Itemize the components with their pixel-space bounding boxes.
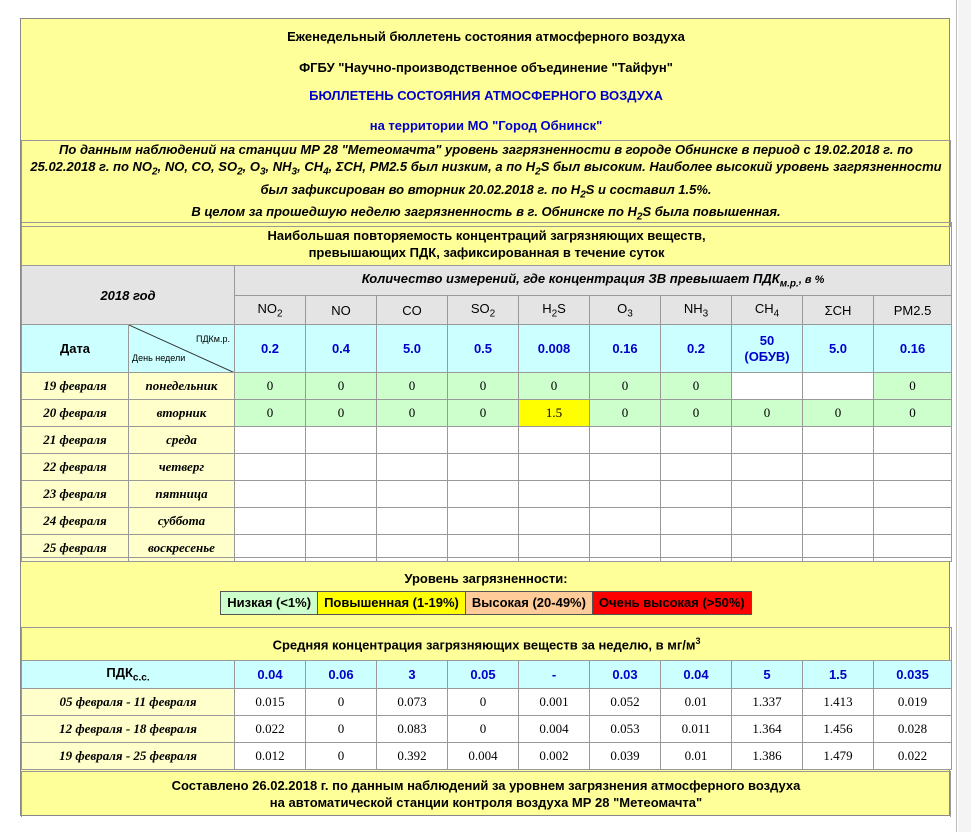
pollutant-sub: 2 <box>276 308 283 320</box>
pollutant-name: SO <box>470 300 490 316</box>
pollutant-name: O <box>617 300 628 316</box>
pdk-value: 0.008 <box>519 325 590 373</box>
row-date: 20 февраля <box>22 400 129 427</box>
count-sub: м.р. <box>779 278 799 290</box>
exceedance-cell: 0 <box>377 373 448 400</box>
vertical-scrollbar[interactable] <box>958 0 971 832</box>
exceedance-cell <box>590 454 661 481</box>
average-cell: 0.022 <box>874 743 952 770</box>
exceedance-cell: 0 <box>803 400 874 427</box>
exceedance-cell <box>448 454 519 481</box>
table-row <box>22 373 952 400</box>
diagonal-line <box>129 325 235 373</box>
summary-part: , NO, CO, SO <box>157 159 238 174</box>
average-cell: 0.039 <box>590 743 661 770</box>
exceedance-cell <box>306 454 377 481</box>
summary-part: По данным наблюдений на станции МР 28 "Метеомачта" уровень загрязненности в городе Обнинске в период с 19.02.2018 г. по 25.02.2018 г. по NO <box>30 142 913 174</box>
exceedance-cell <box>377 427 448 454</box>
legend-item: Повышенная (1-19%) <box>318 592 466 614</box>
exceedance-cell: 0 <box>874 400 952 427</box>
average-cell: 0 <box>306 716 377 743</box>
pdk-value: 0.2 <box>661 325 732 373</box>
average-cell: 0.053 <box>590 716 661 743</box>
exceedance-cell <box>590 481 661 508</box>
average-table <box>21 627 952 770</box>
sub: 2 <box>636 211 643 223</box>
table-row <box>22 743 952 770</box>
summary-part: S была повышенная. <box>642 204 781 220</box>
pdk-value: 0.2 <box>235 325 306 373</box>
dow-label: День недели <box>132 353 186 363</box>
pdk-value: 0.5 <box>448 325 519 373</box>
pdk-ss-value: 3 <box>377 661 448 689</box>
exceedance-cell: 0 <box>874 373 952 400</box>
pollutant-header <box>732 296 803 325</box>
table-row <box>22 400 952 427</box>
table2-title-text: Средняя концентрация загрязняющих веществ за неделю, в мг/м <box>272 637 696 653</box>
pollutant-name: CH <box>754 300 774 316</box>
footer-table <box>21 771 951 817</box>
exceedance-cell <box>874 454 952 481</box>
pollutant-tail: S <box>557 300 566 316</box>
row-period: 19 февраля - 25 февраля <box>22 743 235 770</box>
table-row <box>22 481 952 508</box>
sub: 3 <box>291 166 298 178</box>
exceedance-cell: 0 <box>661 400 732 427</box>
exceedance-cell <box>519 481 590 508</box>
pollutant-header <box>306 296 377 325</box>
summary-part: В целом за прошедшую неделю загрязненность в г. Обнинске по H <box>191 204 637 220</box>
exceedance-cell <box>235 454 306 481</box>
exceedance-cell: 0 <box>590 400 661 427</box>
average-cell: 0 <box>448 716 519 743</box>
exceedance-cell <box>235 427 306 454</box>
summary-part: S и составил 1.5%. <box>585 181 712 197</box>
row-period: 05 февраля - 11 февраля <box>22 689 235 716</box>
exceedance-cell <box>448 481 519 508</box>
exceedance-cell: 0 <box>590 373 661 400</box>
exceedance-cell <box>235 508 306 535</box>
sub: 2 <box>535 166 541 178</box>
pollutant-sub: 3 <box>702 308 709 320</box>
sub: 4 <box>323 166 329 178</box>
average-cell: 0.012 <box>235 743 306 770</box>
exceedance-cell <box>661 454 732 481</box>
exceedance-cell: 0 <box>448 373 519 400</box>
exceedance-cell: 0 <box>306 373 377 400</box>
table-row <box>22 689 952 716</box>
average-cell: 0.019 <box>874 689 952 716</box>
row-period: 12 февраля - 18 февраля <box>22 716 235 743</box>
pdk-value: 0.16 <box>874 325 952 373</box>
exceedance-cell <box>803 508 874 535</box>
exceedance-cell <box>732 508 803 535</box>
pdk-ss-value: 0.03 <box>590 661 661 689</box>
pdk-value: 0.4 <box>306 325 377 373</box>
exceedance-cell: 0 <box>235 373 306 400</box>
sub: 2 <box>152 166 158 178</box>
exceedance-cell <box>803 373 874 400</box>
summary-part: S был высоким. Наиболее высокий уровень загрязненности был зафиксирован во вторник 20.02.2018 г. по H <box>260 159 942 197</box>
exceedance-cell <box>519 454 590 481</box>
row-day-of-week: понедельник <box>129 373 235 400</box>
row-day-of-week: среда <box>129 427 235 454</box>
header-line3: БЮЛЛЕТЕНЬ СОСТОЯНИЯ АТМОСФЕРНОГО ВОЗДУХА <box>309 87 663 103</box>
pdk-value: 0.16 <box>590 325 661 373</box>
exceedance-cell <box>732 373 803 400</box>
pdk-ss-sub: с.с. <box>132 672 150 684</box>
sub: 2 <box>580 189 586 201</box>
pollutant-header <box>235 296 306 325</box>
average-cell: 0.001 <box>519 689 590 716</box>
exceedance-cell: 0 <box>377 400 448 427</box>
header-table <box>21 19 951 140</box>
pdk-mr-label: ПДКм.р. <box>195 334 230 344</box>
pdk-ss-value: 0.04 <box>661 661 732 689</box>
footer-cell <box>22 772 951 817</box>
exceedance-cell <box>661 481 732 508</box>
pollutant-name: H <box>542 300 552 316</box>
sub: 3 <box>259 166 266 178</box>
table2-title <box>22 628 952 661</box>
exceedance-cell: 0 <box>306 400 377 427</box>
row-date: 24 февраля <box>22 508 129 535</box>
pollutant-header <box>377 296 448 325</box>
pdk-row <box>22 325 952 373</box>
row-day-of-week: суббота <box>129 508 235 535</box>
footer-line1: Составлено 26.02.2018 г. по данным наблюдений за уровнем загрязнения атмосферного воздуха <box>171 778 801 794</box>
average-cell: 0.002 <box>519 743 590 770</box>
pollutant-name: PM2.5 <box>893 302 932 318</box>
exceedance-cell <box>803 481 874 508</box>
legend-item: Высокая (20-49%) <box>466 592 593 614</box>
pollutant-header <box>874 296 952 325</box>
average-cell: 1.456 <box>803 716 874 743</box>
average-cell: 0.004 <box>519 716 590 743</box>
summary-text <box>22 141 951 227</box>
pdk-ss-value: 0.035 <box>874 661 952 689</box>
pollutant-header <box>519 296 590 325</box>
average-cell: 0.015 <box>235 689 306 716</box>
exceedance-table <box>21 222 952 562</box>
sub: 2 <box>237 166 243 178</box>
legend-item: Очень высокая (>50%) <box>593 592 751 614</box>
pollutant-name: NH <box>683 300 703 316</box>
row-date: 23 февраля <box>22 481 129 508</box>
pollutant-name: NO <box>257 300 277 316</box>
header-line2: ФГБУ "Научно-производственное объединение "Тайфун" <box>299 59 673 75</box>
exceedance-cell <box>519 427 590 454</box>
average-cell: 0.073 <box>377 689 448 716</box>
average-cell: 0 <box>306 689 377 716</box>
exceedance-cell <box>377 454 448 481</box>
exceedance-cell <box>306 481 377 508</box>
row-date: 19 февраля <box>22 373 129 400</box>
row-day-of-week: воскресенье <box>129 535 235 562</box>
pollutant-header <box>590 296 661 325</box>
row-day-of-week: пятница <box>129 481 235 508</box>
exceedance-cell <box>661 508 732 535</box>
pdk-ss-text: ПДК <box>106 665 133 681</box>
exceedance-cell: 0 <box>448 400 519 427</box>
pollutant-header <box>661 296 732 325</box>
bulletin-container <box>20 18 950 816</box>
pdk-value: 5.0 <box>377 325 448 373</box>
header-line1: Еженедельный бюллетень состояния атмосферного воздуха <box>287 29 685 44</box>
pdk-value: 50 (ОБУВ) <box>732 325 803 373</box>
exceedance-cell <box>803 427 874 454</box>
page-edge <box>956 0 957 832</box>
pollutant-sub: 2 <box>551 308 558 320</box>
exceedance-cell <box>448 427 519 454</box>
summary-table <box>21 140 951 227</box>
exceedance-cell: 0 <box>235 400 306 427</box>
row-day-of-week: вторник <box>129 400 235 427</box>
row-date: 22 февраля <box>22 454 129 481</box>
exceedance-cell <box>732 481 803 508</box>
exceedance-cell: 1.5 <box>519 400 590 427</box>
table2-title-sup: 3 <box>695 635 701 646</box>
average-cell: 1.386 <box>732 743 803 770</box>
header-line4: на территории МО "Город Обнинск" <box>369 117 603 133</box>
exceedance-cell <box>377 508 448 535</box>
table-row <box>22 454 952 481</box>
table-row <box>22 508 952 535</box>
average-cell: 0 <box>448 689 519 716</box>
table1-title <box>22 223 952 266</box>
pollutant-sub: 2 <box>489 308 496 320</box>
exceedance-cell <box>590 427 661 454</box>
legend-cell <box>21 558 951 628</box>
exceedance-cell <box>448 508 519 535</box>
exceedance-cell <box>661 427 732 454</box>
average-cell: 0.01 <box>661 689 732 716</box>
average-cell: 0.083 <box>377 716 448 743</box>
row-date: 25 февраля <box>22 535 129 562</box>
count-header <box>235 266 952 296</box>
average-cell: 0.028 <box>874 716 952 743</box>
exceedance-cell <box>874 508 952 535</box>
summary-part: , CH <box>297 159 324 174</box>
average-cell: 0.052 <box>590 689 661 716</box>
exceedance-cell <box>874 427 952 454</box>
average-cell: 0.392 <box>377 743 448 770</box>
average-cell: 0 <box>306 743 377 770</box>
row-day-of-week: четверг <box>129 454 235 481</box>
table-row <box>22 427 952 454</box>
legend-table <box>21 557 951 628</box>
pdk-ss-value: 0.05 <box>448 661 519 689</box>
exceedance-cell <box>803 454 874 481</box>
average-cell: 0.022 <box>235 716 306 743</box>
average-cell: 1.364 <box>732 716 803 743</box>
exceedance-cell <box>732 427 803 454</box>
pollutant-name: CO <box>402 302 422 318</box>
exceedance-cell <box>377 481 448 508</box>
year-cell: 2018 год <box>22 266 235 325</box>
pollutant-name: NO <box>331 302 351 318</box>
count-label: Количество измерений, где концентрация ЗВ превышает ПДК <box>361 271 780 287</box>
pdk-ss-value: 1.5 <box>803 661 874 689</box>
legend-title: Уровень загрязненности: <box>404 570 568 586</box>
average-cell: 0.01 <box>661 743 732 770</box>
row-date: 21 февраля <box>22 427 129 454</box>
table1-title-line1: Наибольшая повторяемость концентраций загрязняющих веществ, <box>267 228 706 243</box>
date-label: Дата <box>22 325 129 373</box>
legend-item: Низкая (<1%) <box>221 592 318 614</box>
exceedance-cell <box>732 454 803 481</box>
average-cell: 1.413 <box>803 689 874 716</box>
pdk-ss-label <box>22 661 235 689</box>
pdk-ss-value: 5 <box>732 661 803 689</box>
pdk-ss-value: 0.06 <box>306 661 377 689</box>
legend-box <box>220 591 752 615</box>
pdk-dow-cell <box>129 325 235 373</box>
pollutant-header <box>803 296 874 325</box>
count-unit: , в % <box>798 274 825 287</box>
pollutant-sub: 3 <box>627 308 633 320</box>
summary-part: , O <box>242 159 260 174</box>
exceedance-cell <box>519 508 590 535</box>
exceedance-cell: 0 <box>732 400 803 427</box>
exceedance-cell: 0 <box>519 373 590 400</box>
summary-part: , ΣCH, PM2.5 был низким, а по H <box>328 159 536 174</box>
table-row <box>22 716 952 743</box>
exceedance-cell <box>874 481 952 508</box>
pdk-ss-value: 0.04 <box>235 661 306 689</box>
average-cell: 1.479 <box>803 743 874 770</box>
pdk-ss-value: - <box>519 661 590 689</box>
average-cell: 1.337 <box>732 689 803 716</box>
exceedance-cell <box>235 481 306 508</box>
exceedance-cell <box>306 427 377 454</box>
exceedance-cell <box>590 508 661 535</box>
exceedance-cell <box>306 508 377 535</box>
pollutant-sub: 4 <box>773 308 780 320</box>
average-cell: 0.011 <box>661 716 732 743</box>
pollutant-header <box>448 296 519 325</box>
pdk-ss-row <box>22 661 952 689</box>
average-cell: 0.004 <box>448 743 519 770</box>
exceedance-cell: 0 <box>661 373 732 400</box>
footer-line2: на автоматической станции контроля воздуха МР 28 "Метеомачта" <box>269 795 703 811</box>
summary-part: , NH <box>265 159 292 174</box>
table1-title-line2: превышающих ПДК, зафиксированная в течение суток <box>308 245 665 260</box>
pollutant-name: ΣCH <box>824 302 852 318</box>
pdk-value: 5.0 <box>803 325 874 373</box>
